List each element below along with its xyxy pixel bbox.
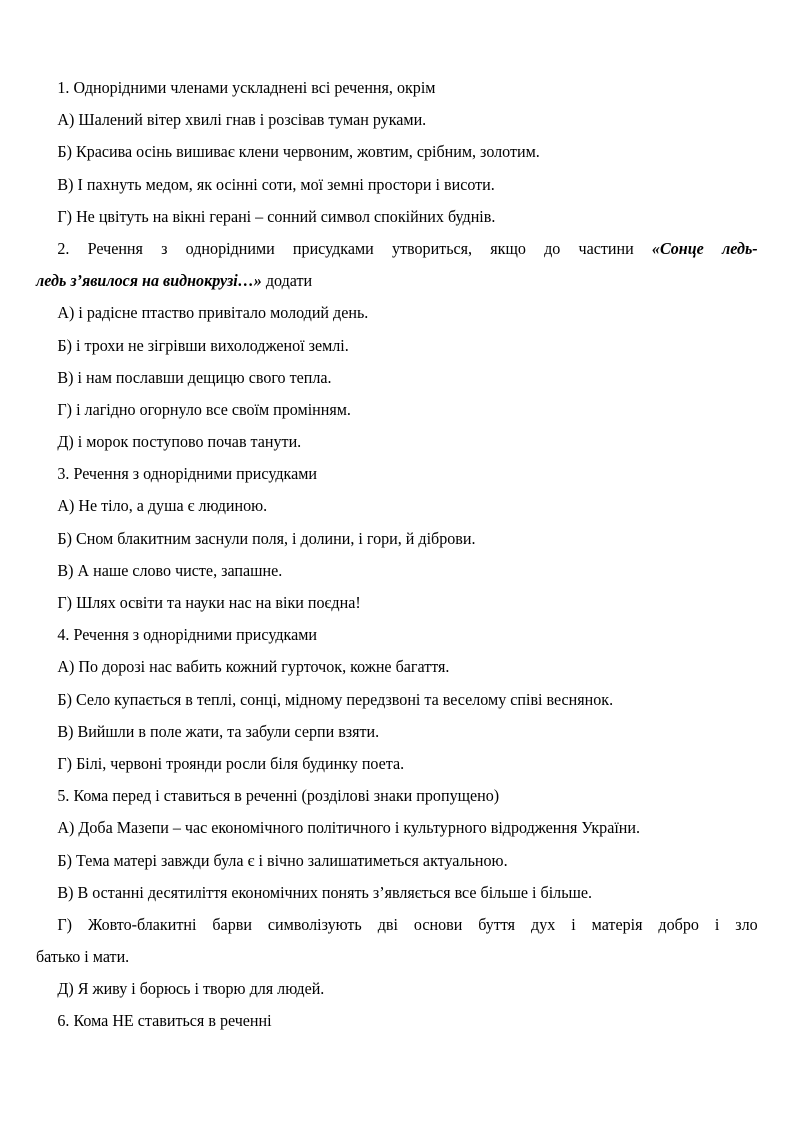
question-6-prompt: 6. Кома НЕ ставиться в реченні: [57, 1011, 272, 1031]
option-letter: В): [57, 367, 74, 387]
option-text: і трохи не зігрівши вихолодженої землі.: [76, 335, 349, 355]
question-4-option-a: [36, 651, 687, 683]
option-letter: Г): [57, 593, 73, 612]
option-letter: Г): [57, 914, 73, 934]
question-1-option-a: [36, 104, 687, 136]
question-5-option-a: [36, 812, 687, 844]
option-text: По дорозі нас вабить кожний гурточок, кожне багаття.: [78, 657, 450, 677]
option-letter: Б): [57, 850, 72, 870]
question-3-option-c: [36, 555, 687, 587]
question-5-option-c: [36, 877, 687, 909]
option-letter: В): [57, 560, 74, 580]
question-2-option-d: [36, 394, 687, 426]
question-2-prompt-start: 2. Речення з однорідними присудками утвориться, якщо до частини: [57, 238, 634, 258]
option-text: В останні десятиліття економічних понять з’являється все більше і більше.: [77, 882, 593, 902]
question-4-option-d: [36, 748, 687, 780]
question-5-option-b: [36, 845, 687, 877]
question-5-option-d-line-2: батько і мати.: [36, 947, 130, 967]
question-3-prompt: 3. Речення з однорідними присудками: [57, 464, 318, 484]
option-letter: Д): [57, 432, 74, 452]
question-1-prompt: 1. Однорідними членами ускладнені всі речення, окрім: [57, 78, 436, 97]
option-text: і морок поступово почав танути.: [77, 432, 302, 452]
option-text: Не цвітуть на вікні герані – сонний символ спокійних буднів.: [76, 206, 496, 226]
option-text: Не тіло, а душа є людиною.: [78, 496, 268, 516]
option-text: Білі, червоні троянди росли біля будинку поета.: [76, 753, 405, 773]
option-text: Красива осінь вишиває клени червоним, жовтим, срібним, золотим.: [76, 142, 540, 162]
question-4-prompt: 4. Речення з однорідними присудками: [57, 625, 318, 645]
question-2-option-e: [36, 426, 687, 458]
option-letter: Б): [57, 528, 72, 548]
option-letter: Г): [57, 399, 73, 419]
question-2-quote-part-1: «Сонце ледь-: [651, 238, 758, 258]
option-letter: А): [57, 110, 75, 130]
option-letter: Б): [57, 689, 72, 709]
option-text: і нам пославши дещицю свого тепла.: [77, 367, 332, 387]
option-text: Село купається в теплі, сонці, мідному передзвоні та веселому співі веснянок.: [76, 689, 614, 709]
option-letter: А): [57, 818, 75, 838]
option-letter: А): [57, 496, 75, 516]
question-5-option-e: [36, 973, 687, 1005]
question-3-option-b: [36, 523, 687, 555]
question-1-option-d: [36, 201, 687, 233]
option-text: Жовто-блакитні барви символізують дві основи буття дух і матерія добро і зло: [87, 914, 758, 934]
option-letter: Б): [57, 142, 72, 162]
question-4-option-c: [36, 716, 687, 748]
option-letter: Д): [57, 979, 74, 999]
question-2-prompt-line-1: [36, 233, 758, 265]
option-letter: Б): [57, 335, 72, 355]
question-5-option-d-line-1: [36, 909, 758, 941]
option-text: А наше слово чисте, запашне.: [77, 560, 283, 580]
option-letter: Г): [57, 753, 73, 773]
option-letter: В): [57, 882, 74, 902]
option-letter: А): [57, 657, 75, 677]
question-2-prompt-line-2: [36, 265, 687, 297]
question-5-prompt: 5. Кома перед і ставиться в реченні (розділові знаки пропущено): [57, 786, 500, 806]
option-text: Я живу і борюсь і творю для людей.: [77, 979, 325, 999]
question-4-option-b: [36, 684, 687, 716]
question-2-option-b: [36, 330, 687, 362]
question-2-quote-part-2: ледь з’явилося на виднокрузі…»: [36, 271, 262, 291]
option-text: І пахнуть медом, як осінні соти, мої земні простори і висоти.: [77, 174, 495, 194]
question-1-option-c: [36, 169, 687, 201]
question-1-option-b: [36, 136, 687, 168]
question-3-option-a: [36, 490, 687, 522]
option-text: Вийшли в поле жати, та забули серпи взяти.: [77, 721, 380, 741]
question-3-option-d: [36, 587, 687, 619]
option-text: Тема матері завжди була є і вічно залишатиметься актуальною.: [76, 850, 508, 870]
option-letter: В): [57, 174, 74, 194]
option-letter: А): [57, 303, 75, 323]
option-text: Шалений вітер хвилі гнав і розсівав туман руками.: [78, 110, 427, 130]
question-2-prompt-end: додати: [265, 271, 313, 291]
option-text: Шлях освіти та науки нас на віки поєдна!: [76, 593, 361, 612]
option-text: Доба Мазепи – час економічного політичного і культурного відродження України.: [78, 818, 641, 838]
option-letter: В): [57, 721, 74, 741]
option-text: Сном блакитним заснули поля, і долини, і гори, й діброви.: [76, 528, 476, 548]
option-letter: Г): [57, 206, 73, 226]
question-2-option-a: [36, 297, 687, 329]
option-text: і лагідно огорнуло все своїм промінням.: [76, 399, 351, 419]
option-text: і радісне птаство привітало молодий день.: [78, 303, 369, 323]
question-2-option-c: [36, 362, 687, 394]
